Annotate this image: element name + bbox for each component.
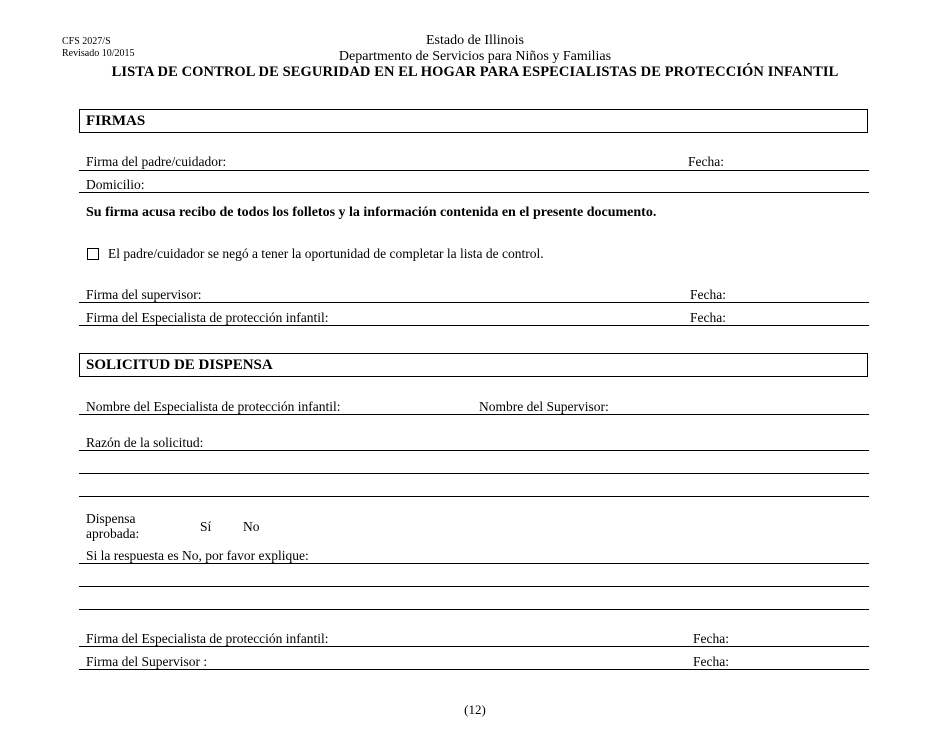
refused-checkbox[interactable] — [87, 248, 99, 260]
parent-signature-line[interactable] — [79, 170, 869, 171]
supervisor-signature-line[interactable] — [79, 302, 869, 303]
approved-no-option[interactable]: No — [243, 519, 260, 534]
dispensa-specialist-signature-line[interactable] — [79, 646, 869, 647]
specialist-name-label: Nombre del Especialista de protección infantil: — [86, 399, 341, 414]
department-name: Departmento de Servicios para Niños y Familias — [338, 49, 612, 64]
state-name: Estado de Illinois — [426, 33, 524, 48]
supervisor-signature-date-label: Fecha: — [690, 287, 726, 302]
specialist-signature-label: Firma del Especialista de protección infantil: — [86, 310, 329, 325]
form-number: CFS 2027/S — [62, 36, 111, 47]
firmas-section-header — [79, 109, 868, 133]
approved-label-line1: Dispensa — [86, 511, 136, 526]
approved-label-line2: aprobada: — [86, 526, 140, 541]
dispensa-supervisor-date-label: Fecha: — [693, 654, 729, 669]
dispensa-section-header — [79, 353, 868, 377]
address-label: Domicilio: — [86, 177, 145, 192]
dispensa-heading: SOLICITUD DE DISPENSA — [86, 357, 273, 373]
dispensa-supervisor-signature-label: Firma del Supervisor : — [86, 654, 208, 669]
supervisor-signature-label: Firma del supervisor: — [86, 287, 202, 302]
explain-line-3[interactable] — [79, 609, 869, 610]
reason-label: Razón de la solicitud: — [86, 435, 204, 450]
reason-line-2[interactable] — [79, 473, 869, 474]
dispensa-supervisor-signature-line[interactable] — [79, 669, 869, 670]
supervisor-name-label: Nombre del Supervisor: — [479, 399, 609, 414]
address-line[interactable] — [79, 192, 869, 193]
dispensa-specialist-date-label: Fecha: — [693, 631, 729, 646]
revision-date: Revisado 10/2015 — [62, 48, 135, 59]
dispensa-specialist-signature-label: Firma del Especialista de protección infantil: — [86, 631, 329, 646]
specialist-signature-date-label: Fecha: — [690, 310, 726, 325]
names-line[interactable] — [79, 414, 869, 415]
document-title: LISTA DE CONTROL DE SEGURIDAD EN EL HOGAR PARA ESPECIALISTAS DE PROTECCIÓN INFANTIL — [111, 64, 839, 80]
approved-yes-option[interactable]: Sí — [200, 519, 212, 534]
refused-checkbox-label: El padre/cuidador se negó a tener la oportunidad de completar la lista de control. — [108, 246, 544, 261]
acknowledgement-note: Su firma acusa recibo de todos los folletos y la información contenida en el presente documento. — [86, 205, 657, 220]
reason-line-1[interactable] — [79, 450, 869, 451]
parent-signature-label: Firma del padre/cuidador: — [86, 154, 227, 169]
approved-label — [86, 511, 139, 541]
reason-line-3[interactable] — [79, 496, 869, 497]
explain-line-1[interactable] — [79, 563, 869, 564]
explain-label: Si la respuesta es No, por favor explique: — [86, 548, 309, 563]
parent-signature-date-label: Fecha: — [688, 154, 724, 169]
firmas-heading: FIRMAS — [86, 113, 146, 129]
specialist-signature-line[interactable] — [79, 325, 869, 326]
explain-line-2[interactable] — [79, 586, 869, 587]
page-number: (12) — [464, 702, 486, 717]
